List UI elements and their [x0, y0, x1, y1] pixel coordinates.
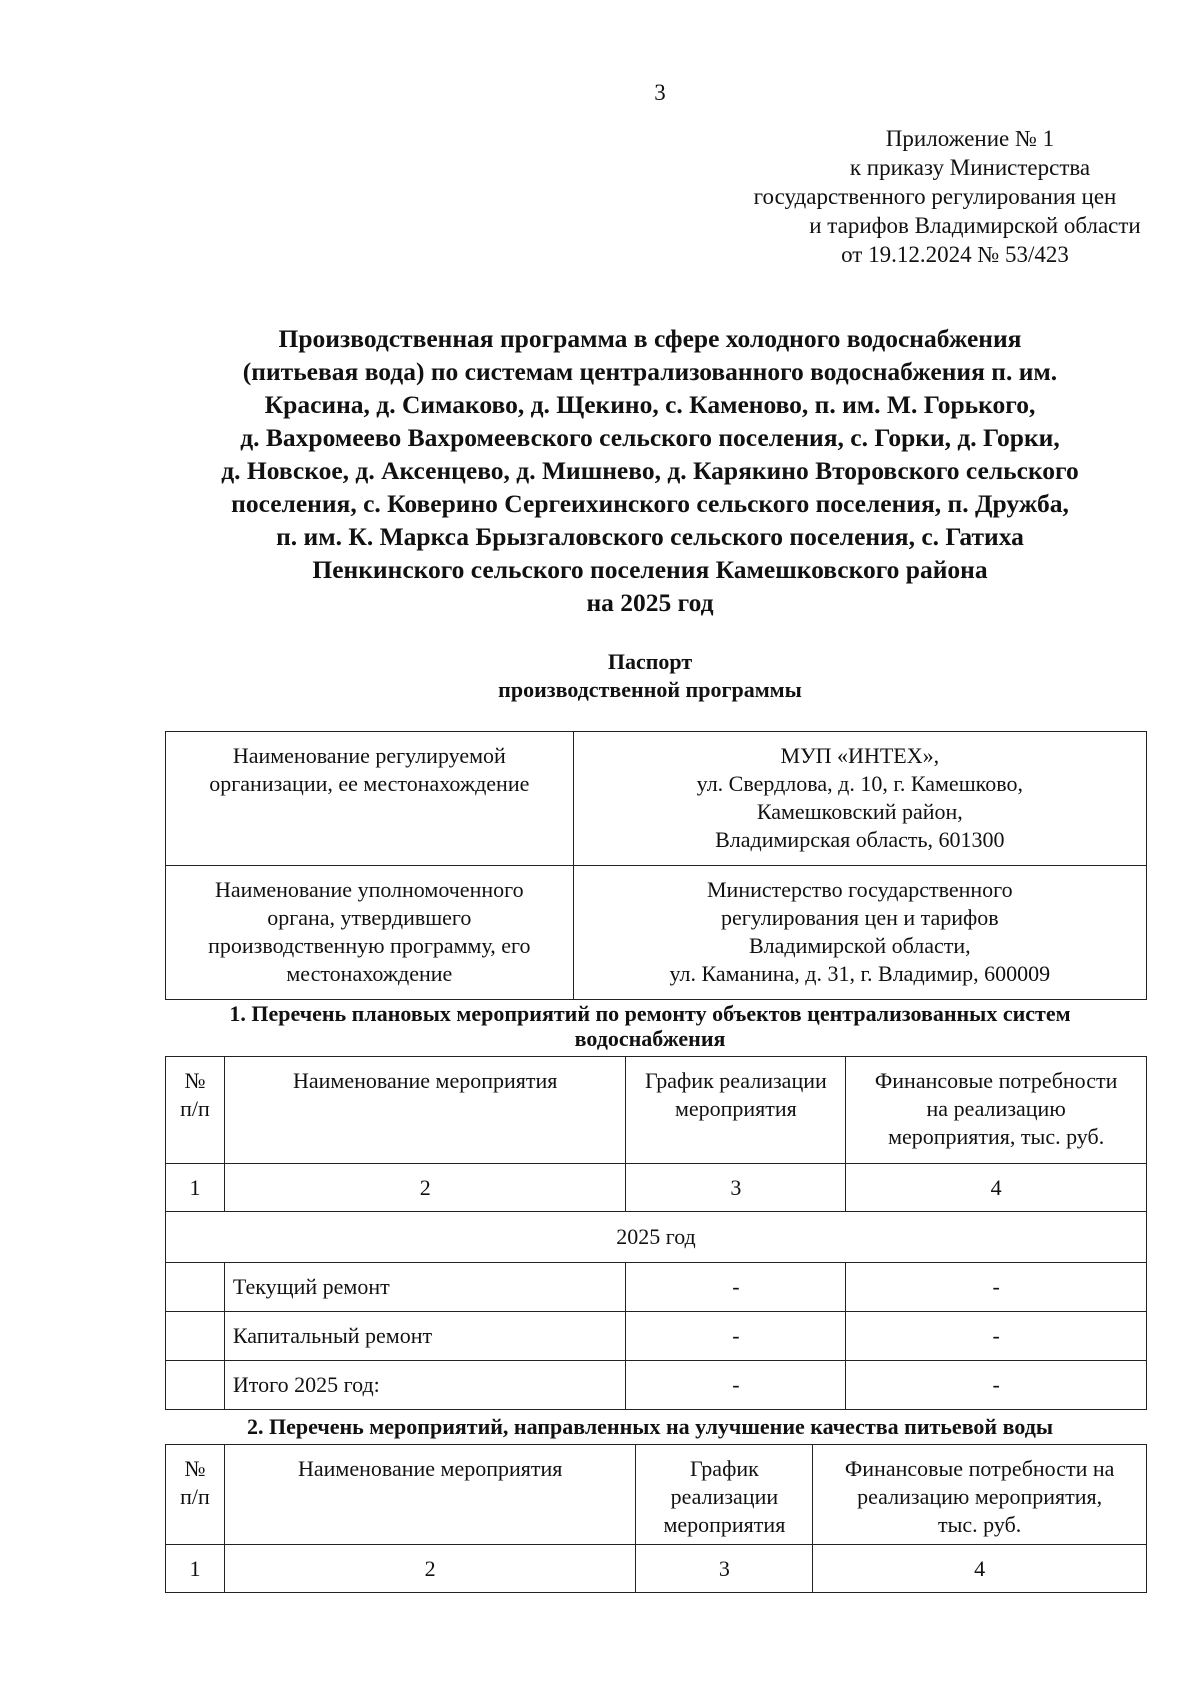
year-row: [166, 1212, 1147, 1263]
cell-line: Владимирская область, 601300: [715, 827, 1005, 852]
title-line: д. Вахромеево Вахромеевского сельского поселения, с. Горки, д. Горки,: [240, 423, 1060, 452]
name-cell: Итого 2025 год:: [224, 1361, 626, 1410]
appendix-line: Приложение № 1: [885, 126, 1055, 151]
cell-line: на реализацию: [926, 1096, 1066, 1121]
index-cell: 1: [166, 1545, 225, 1593]
document-title: [150, 322, 1150, 619]
table-header-row: [166, 1057, 1147, 1164]
name-cell: Капитальный ремонт: [224, 1312, 626, 1361]
header-name: Наименование мероприятия: [224, 1057, 626, 1164]
header-finance: [813, 1445, 1147, 1545]
water-quality-table: [165, 1444, 1147, 1593]
cell-line: п/п: [180, 1096, 210, 1121]
repair-plan-table: [165, 1056, 1147, 1410]
cell-line: реализации: [670, 1484, 779, 1509]
section1-heading: [150, 1001, 1150, 1051]
appendix-line: к приказу Министерства: [849, 155, 1091, 180]
appendix-note: [720, 124, 1150, 269]
passport-row: [166, 866, 1147, 1000]
title-line: (питьевая вода) по системам централизованного водоснабжения п. им.: [242, 357, 1058, 386]
cell-line: Наименование уполномоченного: [215, 877, 524, 902]
cell-line: Финансовые потребности: [874, 1068, 1118, 1093]
finance-cell: -: [846, 1263, 1147, 1312]
title-line: п. им. К. Маркса Брызгаловского сельского поселения, с. Гатиха: [276, 522, 1024, 551]
table-row: [166, 1361, 1147, 1410]
cell-line: №: [184, 1456, 206, 1481]
finance-cell: -: [846, 1312, 1147, 1361]
cell-line: Владимирской области,: [748, 933, 971, 958]
passport-row: [166, 732, 1147, 866]
index-cell: 3: [636, 1545, 813, 1593]
index-cell: 4: [813, 1545, 1147, 1593]
passport-value-cell: [573, 732, 1146, 866]
page-number: 3: [654, 80, 666, 105]
section2-heading: 2. Перечень мероприятий, направленных на улучшение качества питьевой воды: [246, 1414, 1054, 1439]
year-cell: 2025 год: [166, 1212, 1147, 1263]
header-number: [166, 1057, 225, 1164]
header-name: Наименование мероприятия: [224, 1445, 636, 1545]
passport-heading: [150, 648, 1150, 704]
table-row: [166, 1263, 1147, 1312]
number-cell: [166, 1312, 225, 1361]
number-cell: [166, 1263, 225, 1312]
header-number: [166, 1445, 225, 1545]
cell-line: мероприятия: [663, 1512, 786, 1537]
section-heading-line: 1. Перечень плановых мероприятий по ремонту объектов централизованных систем: [229, 1001, 1071, 1026]
passport-label-cell: [166, 732, 574, 866]
cell-line: График реализации: [644, 1068, 827, 1093]
title-line: поселения, с. Коверино Сергеихинского сельского поселения, п. Дружба,: [231, 489, 1069, 518]
appendix-line: и тарифов Владимирской области: [809, 213, 1141, 238]
cell-line: Наименование регулируемой: [232, 743, 506, 768]
table-header-row: [166, 1445, 1147, 1545]
title-line: Производственная программа в сфере холодного водоснабжения: [278, 324, 1022, 353]
schedule-cell: -: [626, 1312, 846, 1361]
cell-line: организации, ее местонахождение: [209, 771, 530, 796]
header-finance: [846, 1057, 1147, 1164]
cell-line: производственную программу, его: [208, 933, 531, 958]
cell-line: реализацию мероприятия,: [857, 1484, 1103, 1509]
name-cell: Текущий ремонт: [224, 1263, 626, 1312]
finance-cell: -: [846, 1361, 1147, 1410]
index-cell: 1: [166, 1164, 225, 1212]
cell-line: ул. Каманина, д. 31, г. Владимир, 600009: [669, 961, 1051, 986]
passport-heading-line: Паспорт: [607, 649, 693, 674]
cell-line: ул. Свердлова, д. 10, г. Камешково,: [696, 771, 1023, 796]
passport-label-cell: [166, 866, 574, 1000]
schedule-cell: -: [626, 1263, 846, 1312]
title-line: Красина, д. Симаково, д. Щекино, с. Каменово, п. им. М. Горького,: [264, 390, 1036, 419]
passport-value-cell: [573, 866, 1146, 1000]
passport-table: [165, 731, 1147, 1000]
header-schedule: [636, 1445, 813, 1545]
cell-line: №: [184, 1068, 206, 1093]
section-heading-line: водоснабжения: [574, 1026, 726, 1051]
title-line: д. Новское, д. Аксенцево, д. Мишнево, д. Карякино Второвского сельского: [221, 456, 1079, 485]
cell-line: тыс. руб.: [938, 1512, 1022, 1537]
cell-line: органа, утвердившего: [267, 905, 472, 930]
index-cell: 4: [846, 1164, 1147, 1212]
appendix-line: государственного регулирования цен: [753, 184, 1117, 209]
cell-line: мероприятия, тыс. руб.: [888, 1124, 1105, 1149]
cell-line: п/п: [180, 1484, 210, 1509]
header-schedule: [626, 1057, 846, 1164]
cell-line: Камешковский район,: [756, 799, 963, 824]
cell-line: мероприятия: [674, 1096, 797, 1121]
index-cell: 2: [224, 1164, 626, 1212]
schedule-cell: -: [626, 1361, 846, 1410]
table-row: [166, 1312, 1147, 1361]
title-line: Пенкинского сельского поселения Камешковского района: [312, 555, 988, 584]
title-line: на 2025 год: [586, 588, 714, 617]
number-cell: [166, 1361, 225, 1410]
column-index-row: [166, 1545, 1147, 1593]
cell-line: МУП «ИНТЕХ»,: [780, 743, 940, 768]
column-index-row: [166, 1164, 1147, 1212]
passport-heading-line: производственной программы: [498, 677, 802, 702]
cell-line: местонахождение: [286, 961, 453, 986]
cell-line: График: [689, 1456, 759, 1481]
cell-line: регулирования цен и тарифов: [720, 905, 999, 930]
index-cell: 2: [224, 1545, 636, 1593]
appendix-line: от 19.12.2024 № 53/423: [841, 242, 1069, 267]
cell-line: Финансовые потребности на: [844, 1456, 1115, 1481]
index-cell: 3: [626, 1164, 846, 1212]
cell-line: Министерство государственного: [707, 877, 1013, 902]
